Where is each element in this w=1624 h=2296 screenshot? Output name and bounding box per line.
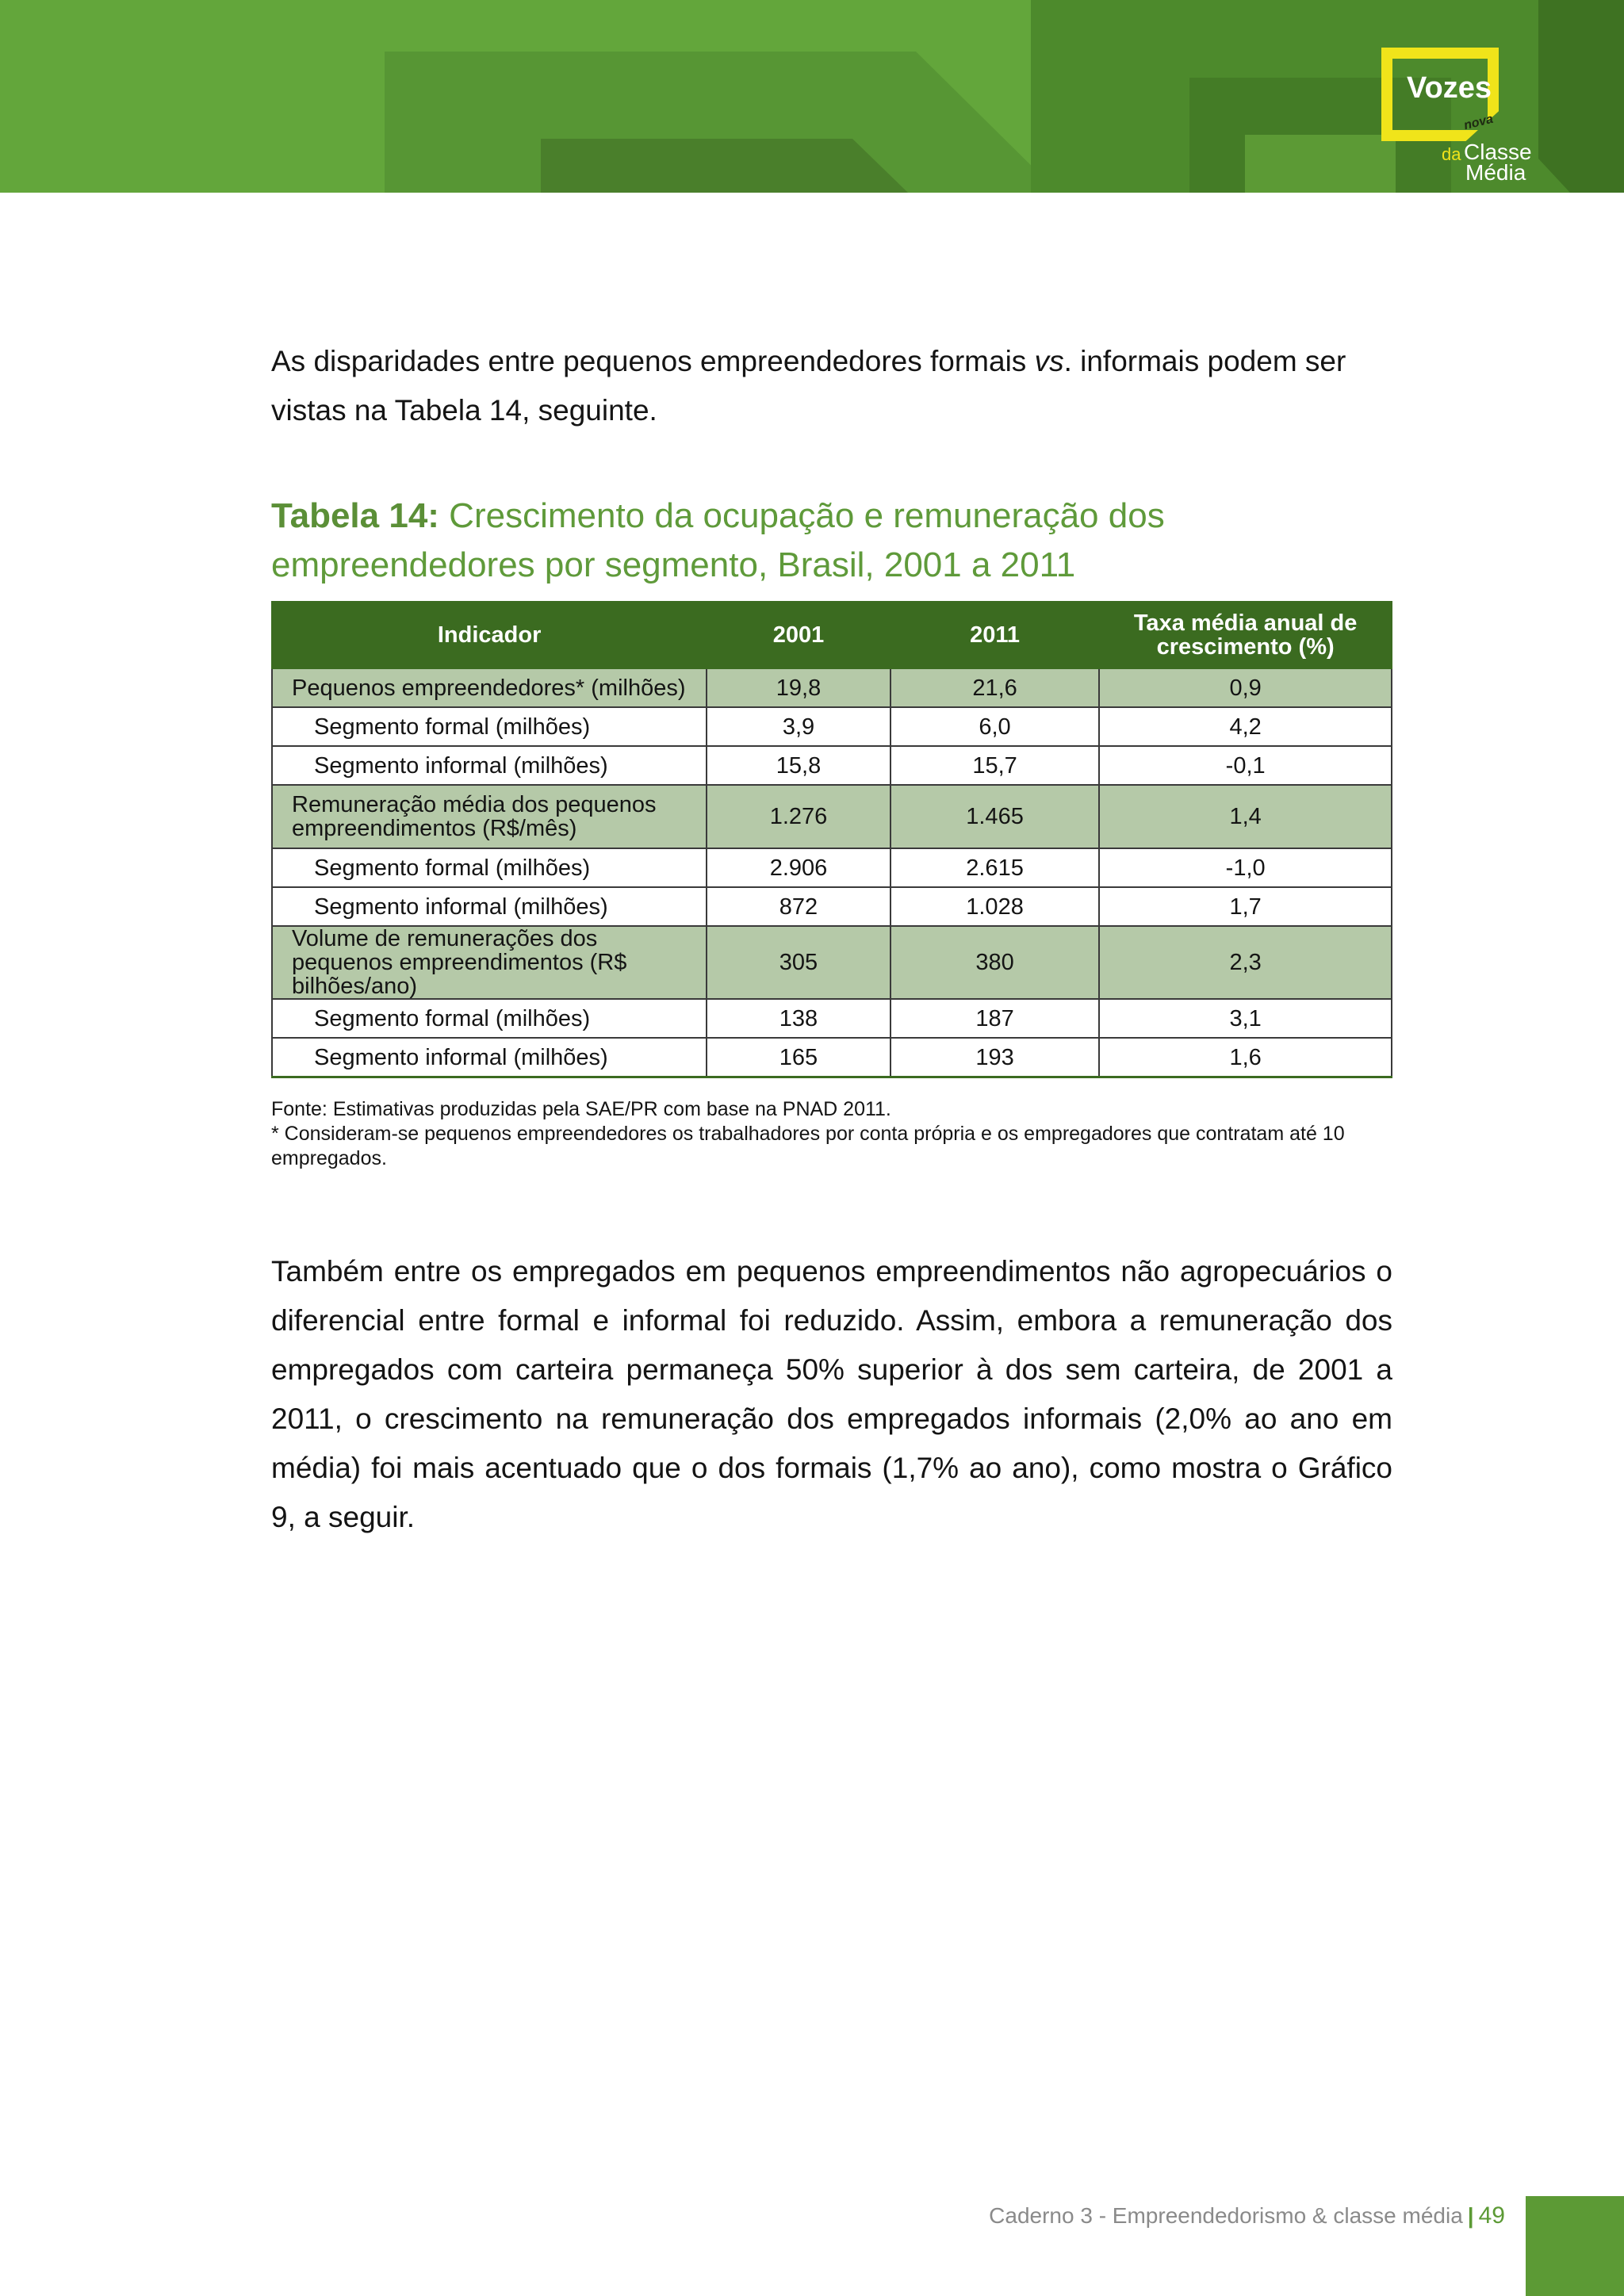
table-row: [272, 668, 1392, 707]
cell-indicator: Pequenos empreendedores* (milhões): [272, 668, 707, 707]
cell-rate: 2,3: [1099, 926, 1392, 999]
table-row: [272, 999, 1392, 1038]
cell-2001: 165: [707, 1038, 891, 1077]
page-footer: [989, 2202, 1505, 2229]
source-note: Fonte: Estimativas produzidas pela SAE/PR com base na PNAD 2011.: [271, 1098, 891, 1120]
table-row: [272, 926, 1392, 999]
cell-rate: 1,6: [1099, 1038, 1392, 1077]
footer-caption: Caderno 3 - Empreendedorismo & classe média: [989, 2203, 1463, 2228]
cell-2001: 2.906: [707, 848, 891, 887]
cell-2011: 15,7: [891, 746, 1100, 785]
table-row: [272, 785, 1392, 848]
header-rate: Taxa média anual de crescimento (%): [1099, 602, 1392, 668]
footnote: * Consideram-se pequenos empreendedores os trabalhadores por conta própria e os empregadores que contratam até 10 empregados.: [271, 1123, 1345, 1169]
cell-2011: 2.615: [891, 848, 1100, 887]
intro-paragraph: [271, 337, 1392, 435]
cell-indicator: Segmento formal (milhões): [272, 848, 707, 887]
header-banner: [0, 0, 1624, 193]
logo: [1377, 43, 1532, 186]
cell-2001: 1.276: [707, 785, 891, 848]
cell-2001: 3,9: [707, 707, 891, 746]
cell-rate: 1,7: [1099, 887, 1392, 926]
cell-rate: -1,0: [1099, 848, 1392, 887]
table-title: [271, 492, 1392, 590]
body-paragraph: Também entre os empregados em pequenos empreendimentos não agropecuários o diferencial entre formal e informal foi reduzido. Assim, embora a remuneração dos empregados com carteira permaneça 50% superior à dos sem carteira, de 2001 a 2011, o crescimento na remuneração dos empregados informais (2,0% ao ano em média) foi mais acentuado que o dos formais (1,7% ao ano), como mostra o Gráfico 9, a seguir.: [271, 1255, 1392, 1533]
cell-indicator: Segmento informal (milhões): [272, 746, 707, 785]
cell-2011: 1.028: [891, 887, 1100, 926]
cell-indicator: Segmento formal (milhões): [272, 707, 707, 746]
cell-indicator: Segmento informal (milhões): [272, 1038, 707, 1077]
table-row: [272, 707, 1392, 746]
cell-2001: 19,8: [707, 668, 891, 707]
page-number: 49: [1478, 2202, 1505, 2229]
logo-title: Vozes: [1407, 71, 1492, 105]
cell-indicator: Segmento informal (milhões): [272, 887, 707, 926]
table-row: [272, 848, 1392, 887]
intro-part2: . informais podem ser vistas na Tabela 14, seguinte.: [271, 345, 1346, 427]
cell-indicator: Segmento formal (milhões): [272, 999, 707, 1038]
cell-2011: 21,6: [891, 668, 1100, 707]
data-table: [271, 601, 1392, 1078]
logo-da: da: [1442, 144, 1461, 164]
header-2011: 2011: [891, 602, 1100, 668]
cell-rate: 4,2: [1099, 707, 1392, 746]
cell-rate: 1,4: [1099, 785, 1392, 848]
cell-indicator: Remuneração média dos pequenos empreendimentos (R$/mês): [272, 785, 707, 848]
header-2001: 2001: [707, 602, 891, 668]
footer-separator: |: [1467, 2203, 1474, 2228]
table-header-row: [272, 602, 1392, 668]
intro-part1: As disparidades entre pequenos empreendedores formais: [271, 345, 1035, 377]
header-indicator: Indicador: [272, 602, 707, 668]
cell-2011: 1.465: [891, 785, 1100, 848]
table-row: [272, 746, 1392, 785]
cell-rate: 0,9: [1099, 668, 1392, 707]
cell-2011: 187: [891, 999, 1100, 1038]
cell-2001: 305: [707, 926, 891, 999]
footer-accent-block: [1526, 2196, 1624, 2296]
cell-2011: 193: [891, 1038, 1100, 1077]
table-title-text: Crescimento da ocupação e remuneração dos empreendedores por segmento, Brasil, 2001 a 2011: [271, 496, 1165, 584]
cell-rate: 3,1: [1099, 999, 1392, 1038]
table-row: [272, 1038, 1392, 1077]
table-notes: [271, 1097, 1392, 1171]
logo-classe: Classe: [1464, 140, 1532, 164]
cell-indicator: Volume de remunerações dos pequenos empreendimentos (R$ bilhões/ano): [272, 926, 707, 999]
cell-rate: -0,1: [1099, 746, 1392, 785]
logo-tag: nova: [1462, 112, 1495, 133]
intro-vs: vs: [1034, 345, 1064, 377]
cell-2011: 380: [891, 926, 1100, 999]
cell-2001: 138: [707, 999, 891, 1038]
cell-2011: 6,0: [891, 707, 1100, 746]
logo-media: Média: [1465, 160, 1526, 185]
cell-2001: 872: [707, 887, 891, 926]
table-row: [272, 887, 1392, 926]
table-title-label: Tabela 14:: [271, 496, 439, 535]
cell-2001: 15,8: [707, 746, 891, 785]
